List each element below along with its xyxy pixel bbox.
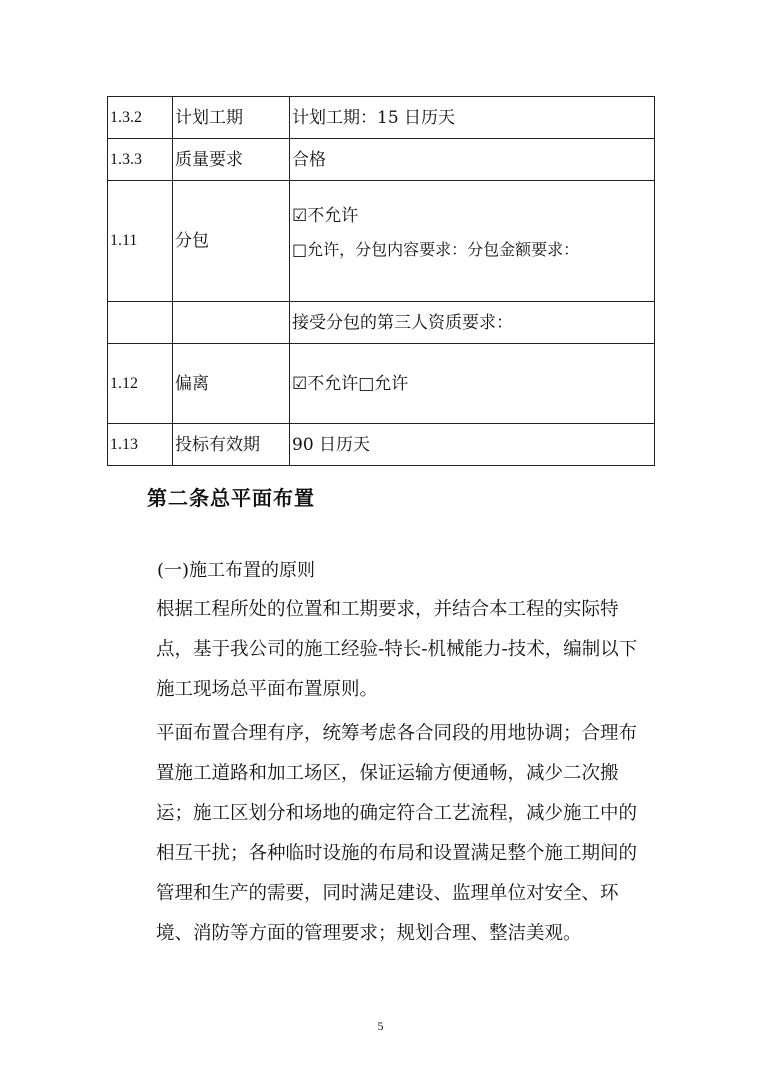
table-row [108,181,655,302]
row-number: 1.11 [108,181,173,302]
row-number: 1.3.3 [108,139,173,181]
row-number: 1.13 [108,424,173,466]
table-row [108,344,655,424]
table-row [108,139,655,181]
section-heading: 第二条总平面布置 [147,486,315,510]
row-item: 投标有效期 [173,424,290,466]
row-content: ☑不允许□允许 [290,344,655,424]
row-content: 合格 [290,139,655,181]
row-number: 1.12 [108,344,173,424]
table-row [108,302,655,344]
row-item [173,302,290,344]
paragraph-text: 根据工程所处的位置和工期要求，并结合本工程的实际特点，基于我公司的施工经验-特长-机械能力-技术，编制以下施工现场总平面布置原则。 [156,599,638,700]
row-content: 90 日历天 [290,424,655,466]
row-content: 计划工期：15 日历天 [290,97,655,139]
paragraph-text: 平面布置合理有序，统筹考虑各合同段的用地协调；合理布置施工道路和加工场区，保证运输方便通畅，减少二次搬运；施工区划分和场地的确定符合工艺流程，减少施工中的相互干扰；各种临时设施的布局和设置满足整个施工期间的管理和生产的需要，同时满足建设、监理单位对安全、环境、消防等方面的管理要求；规划合理、整洁美观。 [156,723,638,944]
page-number: 5 [377,1019,384,1033]
row-number [108,302,173,344]
row-item: 质量要求 [173,139,290,181]
row-content [290,181,655,302]
paragraph [118,714,638,954]
sub-heading: (一)施工布置的原则 [157,560,316,581]
subcontract-option-allow: □允许，分包内容要求：分包金额要求： [292,240,580,259]
table-row [108,424,655,466]
table-row [108,97,655,139]
paragraph [118,590,638,710]
row-item: 偏离 [173,344,290,424]
row-number: 1.3.2 [108,97,173,139]
row-item: 计划工期 [173,97,290,139]
row-item: 分包 [173,181,290,302]
subcontract-option-disallow: ☑不允许 [292,206,359,226]
bid-data-table [107,96,655,466]
row-content: 接受分包的第三人资质要求： [290,302,655,344]
